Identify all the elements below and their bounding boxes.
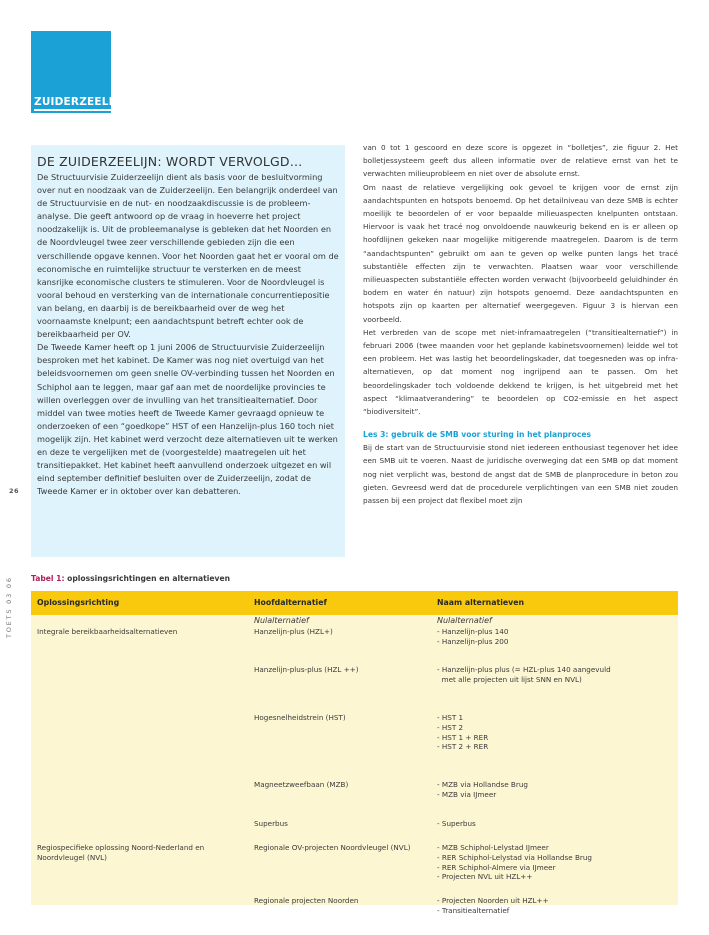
right-column [363,141,678,507]
table-cell-line: - HST 1 + RER [437,732,489,742]
table-cell-line: Integrale bereikbaarheidsalternatieven [37,627,178,636]
table-cell [437,819,476,829]
body-paragraph: Om naast de relatieve vergelijking ook gevoel te krijgen voor de ernst zijn aandachtspunten en hotspots benoemd. Op het detailniveau van deze SMB is echter moeilijk te beoordelen of er voor bepaalde milieuaspecten knelpunten ontstaan. Hiervoor is vaak het tracé nog onvoldoende nauwkeurig bekend en is er alleen op hoofdlijnen gekeken naar mogelijke mitigerende maatregelen. Daarom is de term “aandachtspunten” gebruikt om aan te geven op welke punten langs het tracé substantiële effecten zijn te verwachten. Plaatsen waar voor verschillende milieuaspecten substantiële effecten worden verwacht (bijvoorbeeld geluidhinder én bodem en water én natuur) zijn hotspots genoemd. Deze aandachtspunten en hotspots zijn op kaarten per alternatief weergegeven. Figuur 3 is hiervan een voorbeeld. [363,182,678,324]
table-cell [254,665,359,675]
table-cell-line: - RER Schiphol-Almere via IJmeer [437,862,556,872]
section-heading: Les 3: gebruik de SMB voor sturing in het planproces [363,430,592,440]
table-cell-line: Regiospecifieke oplossing Noord-Nederland en [37,843,205,852]
table-cell-line: Nulalternatief [437,616,492,625]
box-paragraph: De Structuurvisie Zuiderzeelijn dient als basis voor de besluitvorming over nut en noodzaak van de Zuiderzeelijn. Een belangrijk onderdeel van de Structuurvisie en de nut- en noodzaakdiscussie is de probleemanalyse. Die geeft antwoord op de vraag in hoeverre het project noodzakelijk is. Uit de probleemanalyse is gebleken dat het Noorden en de Noordvleugel twee zeer verschillende gebieden zijn die een verschillende opgave kennen. Voor het Noorden gaat het er vooral om de economische en ruimtelijke structuur te versterken en de meest kansrijke economische clusters te stimuleren. Voor de Noordvleugel is vooral behoud en versterking van de internationale concurrentiepositie van belang, en daarbij is de bereikbaarheid over de weg het voornaamste knelpunt; een aandachtspunt betreft echter ook de bereikbaarheid per OV. [37,172,339,340]
table-header [31,591,678,615]
table-cell [254,780,348,790]
table-cell [254,896,358,906]
table-cell-line: - HST 2 [437,722,464,732]
column-header: Naam alternatieven [437,598,525,607]
body-paragraph: van 0 tot 1 gescoord en deze score is opgezet in “bolletjes”, zie figuur 2. Het bolletjessysteem geeft dus alleen informatie over de relatieve ernst van het te verwachten milieuprobleem en niet over de absolute ernst. [363,143,678,179]
table-cell-line: - MZB via Hollandse Brug [437,780,528,789]
table-cell-line: - MZB Schiphol-Lelystad IJmeer [437,843,549,852]
table-cell-line: - RER Schiphol-Lelystad via Hollandse Brug [437,852,592,862]
sidebar-box [31,145,345,557]
column-header: Hoofdalternatief [254,598,327,607]
table-caption-label: Tabel 1: [31,574,65,583]
table-cell-line: - Superbus [437,819,476,828]
table-cell [254,819,288,829]
table-cell [254,843,411,853]
table-cell-line: - Hanzelijn-plus 200 [437,636,509,646]
logo-text: ZUIDERZEELIJN [34,96,126,111]
box-paragraph: De Tweede Kamer heeft op 1 juni 2006 de Structuurvisie Zuiderzeelijn besproken met het kabinet. De Kamer was nog niet overtuigd van het beleidsvoornemen om geen snelle OV-verbinding tussen het Noorden en Schiphol aan te leggen, maar gaf aan met de noordelijke provincies te willen overleggen over de invulling van het transitiealternatief. Door middel van twee moties heeft de Tweede Kamer gevraagd opnieuw te onderzoeken of een “goedkope” HST of een Hanzelijn-plus 160 toch niet mogelijk zijn. Het kabinet werd verzocht deze alternatieven uit te werken en deze te vergelijken met de (voorgestelde) maatregelen uit het transitiepakket. Het kabinet heeft aanvullend onderzoek uitgezet en wil eind september definitief besluiten over de Zuiderzeelijn, zodat de Tweede Kamer er in oktober over kan debatteren. [37,342,338,497]
table-cell-line: - HST 2 + RER [437,742,489,752]
body-paragraph: Bij de start van de Structuurvisie stond niet iedereen enthousiast tegenover het idee een SMB uit te voeren. Naast de juridische overweging dat een SMB op dat moment nog niet verplicht was, bestond de angst dat de SMB de planprocedure in beton zou gieten. Gevreesd werd dat de procedurele verplichtingen van een SMB niet zouden passen bij een project dat flexibel moet zijn [363,443,678,506]
table-cell [437,713,488,752]
body-paragraph: Het verbreden van de scope met niet-inframaatregelen (“transitiealternatief”) in februari 2006 (twee maanden voor het geplande kabinetsvoornemen) leidde wel tot een probleem. Het was lastig het beoordelingskader, dat toegesneden was op infra-alternatieven, op dat moment nog ingrijpend aan te passen. Om het beoordelingskader toch voldoende dekkend te krijgen, is het uitgebreid met het aspect “klimaatverandering” te beoordelen op CO2-emissie en het aspect “biodiversiteit”. [363,327,678,417]
issue-label-container [3,578,17,638]
table-cell-line: Noordvleugel (NVL) [37,852,107,862]
table-cell-line: - Hanzelijn-plus plus (= HZL-plus 140 aangevuld [437,665,611,674]
table-cell-line: Nulalternatief [254,616,309,625]
table-cell-line: - MZB via IJmeer [437,789,497,799]
table-cell-line: Hanzelijn-plus-plus (HZL ++) [254,665,359,674]
table-cell [437,843,592,882]
logo [31,31,126,113]
table-cell-line: - HST 1 [437,713,464,722]
table-cell [437,780,528,800]
table-caption-text: oplossingsrichtingen en alternatieven [64,574,231,583]
table-caption [31,574,230,583]
issue-label: TOETS 03 06 [5,576,13,638]
table-cell [254,627,333,637]
table-cell-line: Superbus [254,819,288,828]
table-cell [437,896,549,916]
table-cell-line: - Transitiealternatief [437,905,510,915]
page-number: 26 [9,487,20,495]
box-text [37,171,339,498]
table-cell-line: - Projecten NVL uit HZL++ [437,872,533,882]
column-header: Oplossingsrichting [37,598,120,607]
table-cell [437,665,611,685]
table-cell [254,616,309,626]
table-cell [437,627,508,647]
table-cell [254,713,346,723]
table-cell-line: met alle projecten uit lijst SNN en NVL) [437,674,582,684]
table-cell-line: Regionale OV-projecten Noordvleugel (NVL) [254,843,411,852]
box-title: DE ZUIDERZEELIJN: WORDT VERVOLGD… [37,154,303,169]
table-cell-line: - Hanzelijn-plus 140 [437,627,509,636]
table-cell-line: Hogesnelheidstrein (HST) [254,713,346,722]
table-cell-line: Hanzelijn-plus (HZL+) [254,627,333,636]
table-cell-line: Magneetzweefbaan (MZB) [254,780,349,789]
table-cell [437,616,492,626]
table-cell-line: - Projecten Noorden uit HZL++ [437,896,549,905]
table-cell [37,627,177,637]
alternatives-table [31,591,678,915]
table-cell [37,843,204,863]
table-cell-line: Regionale projecten Noorden [254,896,359,905]
